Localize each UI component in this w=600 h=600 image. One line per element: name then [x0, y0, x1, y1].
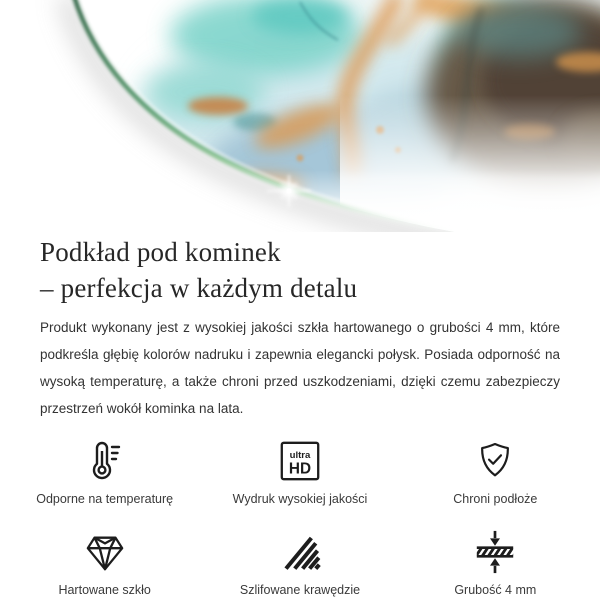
ultra-hd-text-top: ultra — [289, 450, 311, 462]
ultra-hd-text-bottom: HD — [288, 460, 312, 478]
feature-label: Odporne na temperaturę — [36, 492, 174, 506]
feature-thickness — [398, 527, 593, 598]
thickness-icon — [472, 527, 518, 577]
shield-check-icon — [473, 436, 517, 486]
diamond-icon — [82, 527, 128, 577]
page-title-line2: – perfekcja w każdym detalu — [40, 273, 358, 303]
product-description-text: Produkt wykonany jest z wysokiej jakości szkła hartowanego o grubości 4 mm, które podkreśla głębię kolorów nadruku i zapewnia elegancki połysk. Posiada odporność na wysoką temperaturę, a także chroni przed uszkodzeniami, dzięki czemu zabezpieczy przestrzeń wokół kominka na lata. — [40, 320, 560, 416]
feature-label: Wydruk wysokiej jakości — [232, 492, 368, 506]
feature-label: Hartowane szkło — [58, 583, 151, 597]
feature-tempered-glass — [7, 527, 202, 598]
feature-label: Szlifowane krawędzie — [239, 583, 361, 597]
product-photo-glass-pad — [0, 0, 600, 232]
polished-edges-icon — [279, 527, 321, 577]
page-title — [40, 234, 560, 306]
feature-label: Chroni podłoże — [453, 492, 538, 506]
page-title-line1: Podkład pod kominek — [40, 237, 281, 267]
feature-grid — [7, 436, 593, 598]
feature-polished-edges — [202, 527, 397, 598]
feature-label: Grubość 4 mm — [454, 583, 537, 597]
feature-protects-surface — [398, 436, 593, 507]
feature-print-quality — [202, 436, 397, 507]
feature-temperature-resistant — [7, 436, 202, 507]
ultra-hd-icon — [277, 436, 323, 486]
marble-glass-disc-illustration — [0, 0, 600, 232]
thermometer-icon — [81, 436, 129, 486]
